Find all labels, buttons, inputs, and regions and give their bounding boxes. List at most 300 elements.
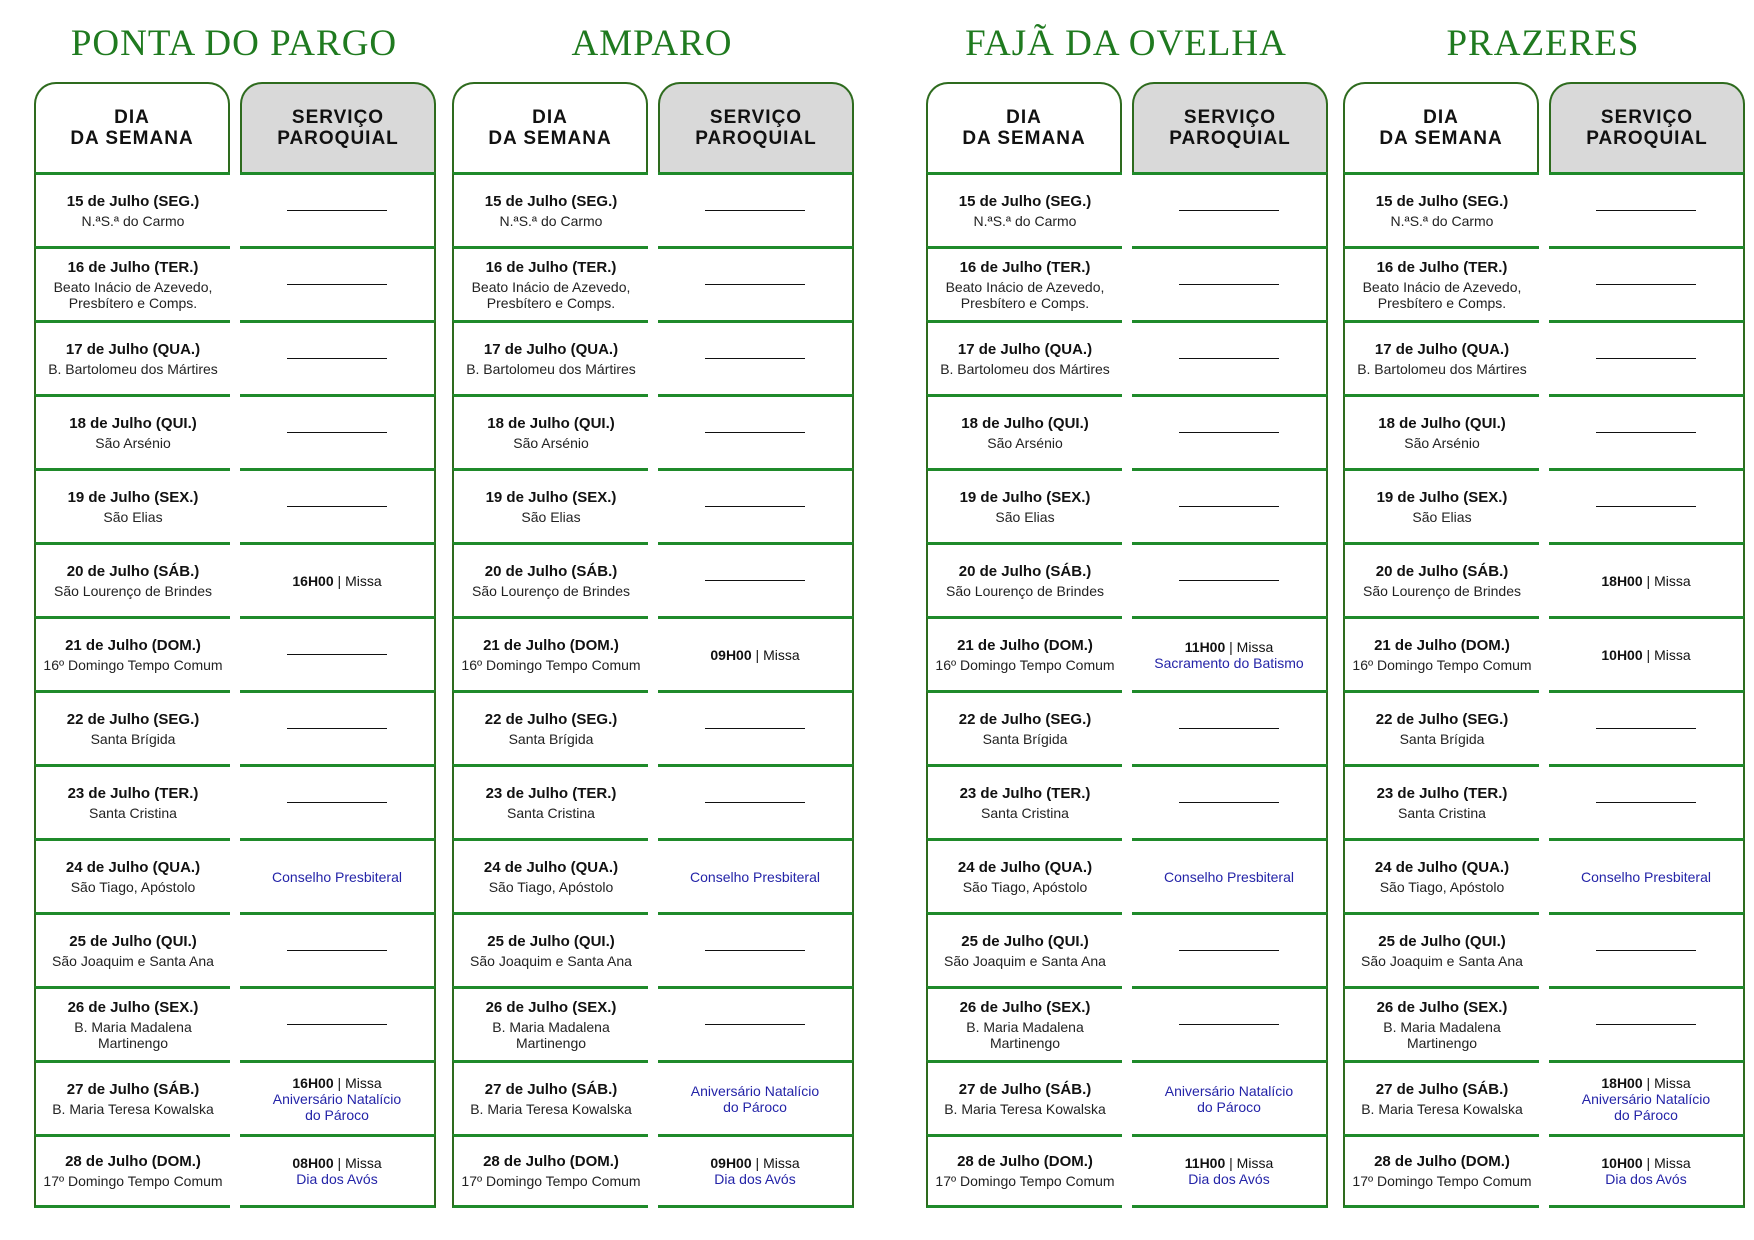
day-date: 25 de Julho (QUI.) (69, 932, 197, 950)
day-date: 24 de Julho (QUA.) (1374, 858, 1510, 876)
day-saint: Santa Cristina (507, 804, 595, 821)
day-saint: São Tiago, Apóstolo (70, 878, 196, 895)
day-saint: 16º Domingo Tempo Comum (1352, 656, 1532, 673)
day-date: 24 de Julho (QUA.) (957, 858, 1093, 876)
service-cell (240, 690, 436, 764)
day-saint: B. Maria Madalena Martinengo (966, 1018, 1084, 1051)
service-time: 09H00 (710, 1155, 752, 1171)
day-saint: São Lourenço de Brindes (1363, 582, 1521, 599)
day-cell (1343, 542, 1539, 616)
service-time-line: 11H00 | Missa (1184, 1155, 1274, 1171)
service-cell (658, 542, 854, 616)
empty-line (705, 506, 805, 507)
day-cell (1343, 468, 1539, 542)
service-cell (240, 468, 436, 542)
day-saint: B. Bartolomeu dos Mártires (48, 360, 218, 377)
service-label: Missa (345, 1074, 382, 1091)
empty-line (1179, 728, 1279, 729)
day-saint: São Joaquim e Santa Ana (470, 952, 632, 969)
day-cell (1343, 690, 1539, 764)
service-header-text: PAROQUIAL (695, 128, 817, 149)
day-saint: B. Bartolomeu dos Mártires (466, 360, 636, 377)
service-cell (1132, 838, 1328, 912)
day-saint: B. Maria Teresa Kowalska (52, 1100, 214, 1117)
service-cell (240, 320, 436, 394)
service-note: Aniversário Natalício do Pároco (1581, 1090, 1711, 1123)
day-date: 28 de Julho (DOM.) (65, 1153, 201, 1170)
service-time: 18H00 (1601, 572, 1643, 589)
day-saint: São Joaquim e Santa Ana (944, 952, 1106, 969)
day-date: 23 de Julho (TER.) (67, 784, 199, 802)
empty-line (287, 432, 387, 433)
service-note: Conselho Presbiteral (690, 868, 820, 885)
day-header-text: DIA (114, 107, 150, 128)
service-note: Conselho Presbiteral (1164, 868, 1294, 885)
day-date: 19 de Julho (SEX.) (1376, 488, 1508, 506)
empty-line (287, 358, 387, 359)
day-date: 28 de Julho (DOM.) (483, 1153, 619, 1170)
service-cell (658, 1060, 854, 1134)
empty-line (1179, 284, 1279, 285)
day-date: 20 de Julho (SÁB.) (484, 562, 618, 580)
day-date: 15 de Julho (SEG.) (1375, 192, 1509, 210)
day-saint: Santa Brígida (982, 730, 1068, 747)
day-date: 15 de Julho (SEG.) (66, 192, 200, 210)
day-date: 18 de Julho (QUI.) (1378, 414, 1506, 432)
service-label: Missa (763, 646, 800, 663)
day-cell (926, 616, 1122, 690)
day-saint: B. Bartolomeu dos Mártires (1357, 360, 1527, 377)
empty-line (1596, 802, 1696, 803)
day-cell (452, 542, 648, 616)
day-cell (452, 468, 648, 542)
empty-line (1596, 728, 1696, 729)
day-cell (926, 986, 1122, 1060)
service-time: 18H00 (1601, 1074, 1643, 1091)
service-cell (1549, 468, 1745, 542)
empty-line (705, 210, 805, 211)
service-cell (1132, 616, 1328, 690)
day-cell (926, 320, 1122, 394)
service-label: Missa (1236, 1155, 1274, 1171)
service-time: 11H00 (1184, 638, 1226, 655)
day-date: 25 de Julho (QUI.) (961, 932, 1089, 950)
service-cell (1132, 394, 1328, 468)
day-cell (34, 394, 230, 468)
day-date: 26 de Julho (SEX.) (1376, 998, 1508, 1016)
service-note: Dia dos Avós (296, 1171, 378, 1187)
day-saint: B. Maria Teresa Kowalska (1361, 1100, 1523, 1117)
day-cell (926, 172, 1122, 246)
empty-line (1596, 210, 1696, 211)
day-date: 19 de Julho (SEX.) (959, 488, 1091, 506)
empty-line (705, 432, 805, 433)
day-date: 18 de Julho (QUI.) (487, 414, 615, 432)
service-time-line: 10H00 | Missa (1601, 1155, 1691, 1171)
service-note: Sacramento do Batismo (1154, 654, 1304, 671)
day-saint: B. Maria Madalena Martinengo (74, 1018, 192, 1051)
service-column (1132, 82, 1328, 1208)
day-date: 17 de Julho (QUA.) (483, 340, 619, 358)
service-header-text: SERVIÇO (1600, 107, 1694, 128)
day-date: 26 de Julho (SEX.) (485, 998, 617, 1016)
day-date: 23 de Julho (TER.) (485, 784, 617, 802)
day-saint: B. Bartolomeu dos Mártires (940, 360, 1110, 377)
service-cell (1549, 838, 1745, 912)
day-header (1343, 82, 1539, 172)
day-date: 22 de Julho (SEG.) (958, 710, 1092, 728)
service-cell (1132, 542, 1328, 616)
service-cell (240, 246, 436, 320)
day-saint: N.ªS.ª do Carmo (1390, 212, 1494, 229)
day-saint: 16º Domingo Tempo Comum (935, 656, 1115, 673)
empty-line (287, 210, 387, 211)
day-cell (34, 986, 230, 1060)
service-cell (1549, 764, 1745, 838)
service-label: Missa (763, 1155, 800, 1171)
day-date: 20 de Julho (SÁB.) (1375, 562, 1509, 580)
day-cell (1343, 764, 1539, 838)
service-cell (240, 1060, 436, 1134)
day-column (34, 82, 230, 1208)
service-cell (240, 764, 436, 838)
empty-line (705, 728, 805, 729)
day-saint: São Tiago, Apóstolo (488, 878, 614, 895)
service-cell (1132, 172, 1328, 246)
day-date: 23 de Julho (TER.) (959, 784, 1091, 802)
service-cell (1132, 468, 1328, 542)
day-saint: Santa Brígida (90, 730, 176, 747)
day-saint: Beato Inácio de Azevedo, Presbítero e Comps. (1362, 278, 1522, 311)
day-header-text: DA SEMANA (488, 128, 612, 149)
service-cell (1549, 320, 1745, 394)
empty-line (1596, 284, 1696, 285)
day-date: 20 de Julho (SÁB.) (66, 562, 200, 580)
day-cell (34, 172, 230, 246)
empty-line (1596, 950, 1696, 951)
day-saint: São Elias (1412, 508, 1472, 525)
empty-line (705, 802, 805, 803)
service-time-line: 18H00 | Missa (1601, 572, 1691, 589)
empty-line (287, 506, 387, 507)
day-cell (926, 542, 1122, 616)
day-saint: B. Maria Teresa Kowalska (944, 1100, 1106, 1117)
service-cell (658, 764, 854, 838)
service-cell (240, 838, 436, 912)
service-cell (1132, 246, 1328, 320)
day-cell (926, 764, 1122, 838)
service-time: 16H00 (292, 572, 334, 589)
service-cell (658, 320, 854, 394)
day-cell (926, 246, 1122, 320)
day-date: 21 de Julho (DOM.) (483, 636, 619, 654)
service-cell (1549, 986, 1745, 1060)
service-header (658, 82, 854, 172)
service-cell (1132, 320, 1328, 394)
day-cell (1343, 320, 1539, 394)
service-cell (1549, 394, 1745, 468)
day-saint: Santa Brígida (1399, 730, 1485, 747)
day-cell (34, 838, 230, 912)
service-cell (1549, 246, 1745, 320)
day-saint: Santa Cristina (981, 804, 1069, 821)
day-cell (34, 542, 230, 616)
day-date: 19 de Julho (SEX.) (67, 488, 199, 506)
day-date: 23 de Julho (TER.) (1376, 784, 1508, 802)
day-cell (1343, 838, 1539, 912)
service-cell (240, 986, 436, 1060)
service-time: 10H00 (1601, 1155, 1643, 1171)
day-cell (926, 690, 1122, 764)
day-cell (926, 912, 1122, 986)
service-header (1549, 82, 1745, 172)
day-cell (34, 690, 230, 764)
day-saint: Santa Cristina (89, 804, 177, 821)
day-date: 27 de Julho (SÁB.) (958, 1080, 1092, 1098)
service-column (1549, 82, 1745, 1208)
day-date: 15 de Julho (SEG.) (484, 192, 618, 210)
day-date: 18 de Julho (QUI.) (961, 414, 1089, 432)
day-cell (452, 616, 648, 690)
service-note: Conselho Presbiteral (1581, 868, 1711, 885)
service-note: Dia dos Avós (1188, 1171, 1270, 1187)
parish-title: PONTA DO PARGO (70, 23, 398, 64)
day-saint: B. Maria Madalena Martinengo (492, 1018, 610, 1051)
day-saint: N.ªS.ª do Carmo (499, 212, 603, 229)
day-saint: São Elias (521, 508, 581, 525)
empty-line (287, 950, 387, 951)
day-date: 21 de Julho (DOM.) (1374, 636, 1510, 654)
day-date: 28 de Julho (DOM.) (957, 1153, 1093, 1170)
day-saint: Santa Brígida (508, 730, 594, 747)
day-date: 26 de Julho (SEX.) (67, 998, 199, 1016)
service-cell (240, 542, 436, 616)
day-header-text: DIA (532, 107, 568, 128)
service-time: 16H00 (292, 1074, 334, 1091)
day-cell (452, 912, 648, 986)
service-header-text: SERVIÇO (709, 107, 803, 128)
day-saint: Santa Cristina (1398, 804, 1486, 821)
day-saint: N.ªS.ª do Carmo (81, 212, 185, 229)
empty-line (287, 728, 387, 729)
day-date: 25 de Julho (QUI.) (1378, 932, 1506, 950)
parish-title: AMPARO (571, 23, 733, 64)
service-time-line: 10H00 | Missa (1601, 646, 1691, 663)
parish-title: PRAZERES (1446, 23, 1640, 64)
empty-line (1179, 432, 1279, 433)
service-time-line: 11H00 | Missa (1184, 638, 1274, 655)
day-date: 22 de Julho (SEG.) (1375, 710, 1509, 728)
day-header-text: DA SEMANA (70, 128, 194, 149)
day-saint: B. Maria Teresa Kowalska (470, 1100, 632, 1117)
day-saint: São Lourenço de Brindes (54, 582, 212, 599)
day-cell (34, 764, 230, 838)
service-cell (1549, 1134, 1745, 1208)
day-cell (926, 394, 1122, 468)
service-time: 10H00 (1601, 646, 1643, 663)
day-saint: São Elias (995, 508, 1055, 525)
service-time: 09H00 (710, 646, 752, 663)
day-cell (34, 320, 230, 394)
empty-line (1179, 1024, 1279, 1025)
day-date: 17 de Julho (QUA.) (957, 340, 1093, 358)
day-date: 16 de Julho (TER.) (67, 258, 199, 276)
service-column (658, 82, 854, 1208)
day-saint: São Joaquim e Santa Ana (1361, 952, 1523, 969)
service-label: Missa (345, 572, 382, 589)
service-label: Missa (1654, 1074, 1691, 1091)
day-date: 19 de Julho (SEX.) (485, 488, 617, 506)
day-date: 18 de Julho (QUI.) (69, 414, 197, 432)
day-cell (926, 1134, 1122, 1208)
day-cell (452, 246, 648, 320)
day-saint: Beato Inácio de Azevedo, Presbítero e Comps. (471, 278, 631, 311)
day-cell (452, 172, 648, 246)
empty-line (1179, 210, 1279, 211)
day-saint: Beato Inácio de Azevedo, Presbítero e Comps. (53, 278, 213, 311)
service-time-line: 16H00 | Missa (292, 572, 382, 589)
day-header-text: DIA (1006, 107, 1042, 128)
day-saint: Beato Inácio de Azevedo, Presbítero e Comps. (945, 278, 1105, 311)
service-note: Conselho Presbiteral (272, 868, 402, 885)
day-saint: 16º Domingo Tempo Comum (461, 656, 641, 673)
day-header (452, 82, 648, 172)
day-column (1343, 82, 1539, 1208)
day-date: 16 de Julho (TER.) (485, 258, 617, 276)
service-cell (240, 912, 436, 986)
service-cell (1132, 764, 1328, 838)
service-header-text: PAROQUIAL (1586, 128, 1708, 149)
day-cell (452, 838, 648, 912)
service-cell (658, 1134, 854, 1208)
day-saint: São Arsénio (1404, 434, 1480, 451)
empty-line (1179, 802, 1279, 803)
service-cell (240, 1134, 436, 1208)
service-cell (1132, 912, 1328, 986)
day-cell (926, 838, 1122, 912)
day-date: 16 de Julho (TER.) (959, 258, 1091, 276)
day-saint: São Tiago, Apóstolo (962, 878, 1088, 895)
empty-line (705, 1024, 805, 1025)
day-saint: 17º Domingo Tempo Comum (461, 1173, 641, 1189)
service-cell (240, 394, 436, 468)
day-date: 27 de Julho (SÁB.) (1375, 1080, 1509, 1098)
empty-line (1596, 1024, 1696, 1025)
service-header-text: SERVIÇO (1183, 107, 1277, 128)
empty-line (1179, 950, 1279, 951)
day-date: 17 de Julho (QUA.) (1374, 340, 1510, 358)
parish-title: FAJÃ DA OVELHA (965, 23, 1287, 64)
day-header (926, 82, 1122, 172)
day-cell (34, 912, 230, 986)
empty-line (287, 1024, 387, 1025)
day-saint: São Tiago, Apóstolo (1379, 878, 1505, 895)
service-cell (658, 172, 854, 246)
day-date: 17 de Julho (QUA.) (65, 340, 201, 358)
service-time: 08H00 (292, 1155, 334, 1171)
day-cell (1343, 912, 1539, 986)
day-cell (926, 1060, 1122, 1134)
service-cell (1132, 690, 1328, 764)
service-cell (1549, 1060, 1745, 1134)
day-date: 27 de Julho (SÁB.) (484, 1080, 618, 1098)
day-cell (34, 468, 230, 542)
day-date: 20 de Julho (SÁB.) (958, 562, 1092, 580)
day-saint: B. Maria Madalena Martinengo (1383, 1018, 1501, 1051)
service-note: Aniversário Natalício do Pároco (272, 1090, 402, 1123)
day-cell (452, 690, 648, 764)
service-cell (1132, 1060, 1328, 1134)
day-saint: São Lourenço de Brindes (472, 582, 630, 599)
day-cell (34, 616, 230, 690)
day-cell (452, 394, 648, 468)
day-saint: 16º Domingo Tempo Comum (43, 656, 223, 673)
day-cell (452, 1134, 648, 1208)
day-cell (1343, 246, 1539, 320)
empty-line (1179, 358, 1279, 359)
day-header-text: DA SEMANA (1379, 128, 1503, 149)
day-date: 25 de Julho (QUI.) (487, 932, 615, 950)
service-cell (1549, 690, 1745, 764)
day-column (452, 82, 648, 1208)
service-note: Aniversário Natalício do Pároco (1164, 1082, 1294, 1115)
day-date: 15 de Julho (SEG.) (958, 192, 1092, 210)
day-date: 21 de Julho (DOM.) (957, 636, 1093, 654)
empty-line (1179, 506, 1279, 507)
empty-line (1179, 580, 1279, 581)
day-header (34, 82, 230, 172)
empty-line (1596, 358, 1696, 359)
service-label: Missa (1236, 638, 1274, 655)
day-saint: São Arsénio (987, 434, 1063, 451)
day-cell (452, 986, 648, 1060)
service-header-text: SERVIÇO (291, 107, 385, 128)
service-cell (658, 246, 854, 320)
service-cell (658, 616, 854, 690)
service-note: Dia dos Avós (1605, 1171, 1687, 1187)
service-cell (1132, 986, 1328, 1060)
day-saint: São Elias (103, 508, 163, 525)
empty-line (705, 358, 805, 359)
day-saint: 17º Domingo Tempo Comum (1352, 1173, 1532, 1189)
service-time-line: 08H00 | Missa (292, 1155, 382, 1171)
empty-line (705, 580, 805, 581)
day-date: 27 de Julho (SÁB.) (66, 1080, 200, 1098)
service-cell (1549, 912, 1745, 986)
day-date: 22 de Julho (SEG.) (484, 710, 618, 728)
service-time-line: 09H00 | Missa (710, 646, 800, 663)
empty-line (287, 802, 387, 803)
service-note: Dia dos Avós (714, 1171, 796, 1187)
day-saint: 17º Domingo Tempo Comum (935, 1173, 1115, 1189)
day-cell (926, 468, 1122, 542)
day-date: 22 de Julho (SEG.) (66, 710, 200, 728)
service-header (240, 82, 436, 172)
day-date: 16 de Julho (TER.) (1376, 258, 1508, 276)
day-cell (34, 1060, 230, 1134)
day-saint: São Arsénio (95, 434, 171, 451)
day-cell (1343, 986, 1539, 1060)
day-cell (1343, 1060, 1539, 1134)
service-cell (1549, 542, 1745, 616)
service-cell (1549, 172, 1745, 246)
day-saint: N.ªS.ª do Carmo (973, 212, 1077, 229)
service-cell (658, 690, 854, 764)
service-cell (658, 912, 854, 986)
service-cell (240, 616, 436, 690)
day-cell (1343, 172, 1539, 246)
service-label: Missa (1654, 646, 1691, 663)
